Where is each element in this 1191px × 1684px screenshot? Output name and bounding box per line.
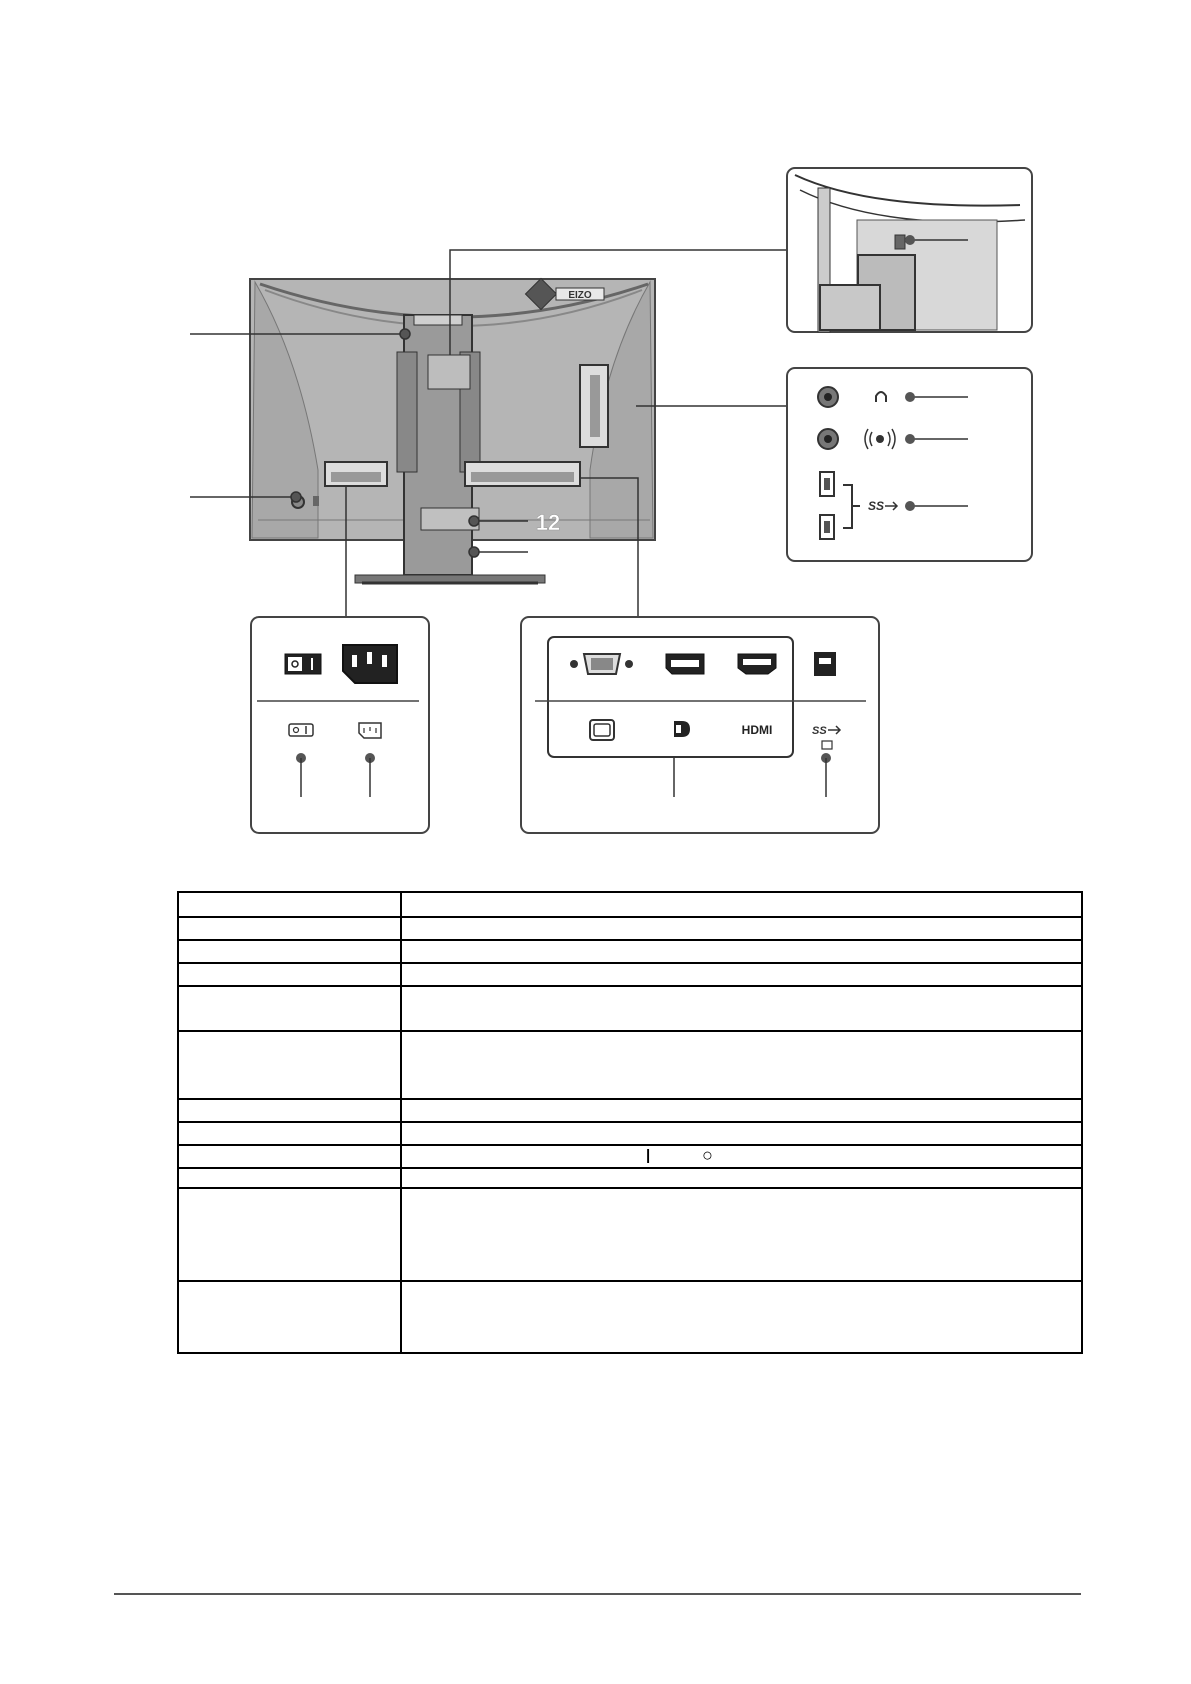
part-description-cell <box>401 1281 1082 1353</box>
detail-panel-video-inputs <box>521 617 879 833</box>
table-row <box>178 986 1082 1031</box>
table-row <box>178 892 1082 917</box>
part-description-cell <box>401 963 1082 986</box>
part-name-cell <box>178 1281 401 1353</box>
power-on-symbol: | <box>646 1147 651 1164</box>
table-row <box>178 1122 1082 1145</box>
power-off-symbol: ○ <box>702 1145 713 1165</box>
part-name-cell <box>178 1168 401 1188</box>
parts-table <box>177 891 1083 1354</box>
part-description-cell <box>401 940 1082 963</box>
part-name-cell <box>178 1099 401 1122</box>
part-description-cell <box>401 917 1082 940</box>
power-switch-icon <box>285 654 321 674</box>
part-name-cell <box>178 1031 401 1099</box>
hdmi-icon <box>738 654 776 674</box>
part-name-cell <box>178 1188 401 1281</box>
part-description-cell <box>401 892 1082 917</box>
part-name-cell <box>178 963 401 986</box>
part-description-cell <box>401 1188 1082 1281</box>
table-row <box>178 1145 1082 1168</box>
detail-panel-stand <box>787 168 1032 332</box>
table-row <box>178 963 1082 986</box>
part-description-cell <box>401 1122 1082 1145</box>
part-description-cell <box>401 1145 1082 1168</box>
part-name-cell <box>178 1145 401 1168</box>
part-name-cell <box>178 892 401 917</box>
part-name-cell <box>178 986 401 1031</box>
part-name-cell <box>178 940 401 963</box>
table-row <box>178 1281 1082 1353</box>
part-name-cell <box>178 917 401 940</box>
usb-upstream-icon <box>814 652 836 676</box>
ac-inlet-icon <box>343 645 397 683</box>
detail-panel-power <box>251 617 429 833</box>
part-description-cell <box>401 1031 1082 1099</box>
displayport-icon <box>666 654 704 674</box>
table-row <box>178 1168 1082 1188</box>
part-description-cell <box>401 986 1082 1031</box>
brand-logo-text: EIZO <box>568 290 592 301</box>
table-row <box>178 1188 1082 1281</box>
table-row <box>178 940 1082 963</box>
part-description-cell <box>401 1099 1082 1122</box>
svg-text:SS: SS <box>812 725 827 737</box>
callout-number: 12 <box>535 510 561 535</box>
part-name-cell <box>178 1122 401 1145</box>
footer-divider <box>114 1593 1081 1595</box>
table-row <box>178 1099 1082 1122</box>
table-row <box>178 917 1082 940</box>
table-row <box>178 1031 1082 1099</box>
detail-panel-side-ports <box>787 368 1032 561</box>
part-description-cell <box>401 1168 1082 1188</box>
svg-text:SS: SS <box>868 499 885 513</box>
svg-text:HDMI: HDMI <box>741 723 773 737</box>
